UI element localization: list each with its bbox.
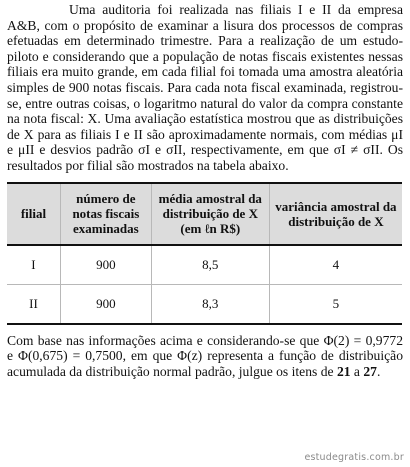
table-row <box>7 284 402 324</box>
results-table <box>7 182 402 325</box>
question-page <box>7 2 403 379</box>
item-end: 27 <box>363 363 377 379</box>
table-row <box>7 245 402 285</box>
header-media: média amostral da distribuição de X (em ℓn R$) <box>151 183 269 245</box>
cell-filial: II <box>7 284 60 324</box>
header-filial: filial <box>7 183 60 245</box>
intro-paragraph: Uma auditoria foi realizada nas filiais I e II da empresa A&B, com o propósito de examinar a lisura dos processos de compras efetuadas em determinado trimestre. Para a realização de um estudo-piloto e considerando que a população de notas fiscais existentes nessas filiais era muito grande, em cada filial foi tomada uma amostra aleatória simples de 900 notas fiscais. Para cada nota fiscal examinada, registrou-se, entre outras coisas, o logaritmo natural do valor da compra constante na nota fiscal: X. Uma avaliação estatística mostrou que as distribuições de X para as filiais I e II são aproximadamente normais, com médias μI e μII e desvios padrão σI e σII, respectivamente, em que σI ≠ σII. Os resultados por filial são mostrados na tabela abaixo. <box>7 2 403 173</box>
cell-notas: 900 <box>60 284 151 324</box>
cell-variancia: 4 <box>269 245 402 285</box>
results-table-wrapper <box>7 182 403 325</box>
cell-filial: I <box>7 245 60 285</box>
closing-end: . <box>376 363 381 379</box>
cell-notas: 900 <box>60 245 151 285</box>
header-variancia: variância amostral da distribuição de X <box>269 183 402 245</box>
cell-media: 8,3 <box>151 284 269 324</box>
table-header-row <box>7 183 402 245</box>
cell-variancia: 5 <box>269 284 402 324</box>
closing-connector: a <box>350 363 364 379</box>
site-watermark: estudegratis.com.br <box>304 452 404 463</box>
header-notas: número de notas fiscais examinadas <box>60 183 151 245</box>
closing-text: Com base nas informações acima e considerando-se que Φ(2) = 0,9772 e Φ(0,675) = 0,7500, em que Φ(z) representa a função de distribuição acumulada da distribuição normal padrão, julgue os itens de <box>7 332 403 379</box>
item-start: 21 <box>336 363 351 379</box>
cell-media: 8,5 <box>151 245 269 285</box>
closing-paragraph <box>7 333 403 380</box>
